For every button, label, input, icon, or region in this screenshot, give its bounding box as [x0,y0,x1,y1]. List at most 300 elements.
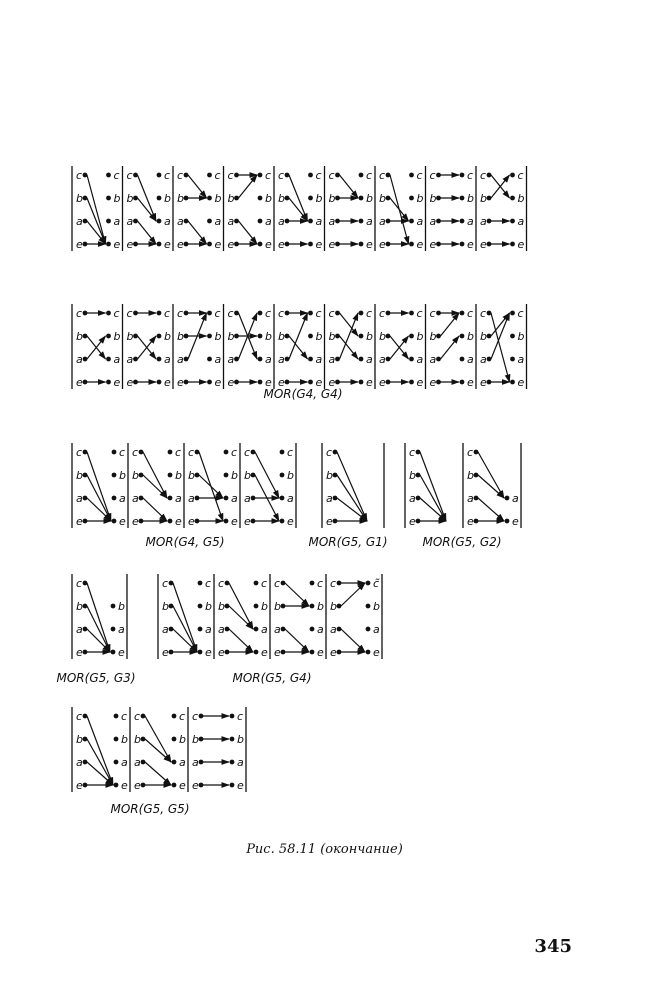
node-dot [409,242,414,247]
node-dot [487,173,492,178]
node-dot [157,311,162,316]
node-dot [207,311,212,316]
node-label: c [188,446,195,459]
morphism-arrow [341,629,365,652]
node-label: e [429,376,437,389]
node-label: a [278,215,285,228]
node-label: b [218,600,225,613]
node-label: e [177,238,184,251]
node-dot [285,242,290,247]
node-label: e [328,238,336,251]
block-label: MOR(G5, G2) [422,535,502,549]
node-label: c [480,169,487,182]
node-dot [416,519,421,524]
node-dot [337,650,342,655]
node-dot [83,473,88,478]
node-dot [416,473,421,478]
node-dot [337,604,342,609]
node-dot [258,173,263,178]
morphism-cell [76,169,121,251]
node-label: e [218,646,225,659]
node-label: e [76,779,83,792]
node-label: c [517,307,524,320]
node-dot [510,380,515,385]
node-label: a [205,623,212,636]
node-label: c̃ [373,577,380,590]
node-dot [258,242,263,247]
node-label: b [162,600,169,613]
node-dot [198,627,203,632]
node-label: c [287,446,294,459]
node-dot [172,783,177,788]
node-dot [333,450,338,455]
morphism-arrow [145,762,171,785]
node-dot [359,196,364,201]
morphism-arrow [337,475,367,521]
node-dot [207,334,212,339]
node-dot [460,173,465,178]
node-dot [133,380,138,385]
node-label: c [113,169,120,182]
node-label: c [274,577,281,590]
node-dot [310,604,315,609]
node-label: e [265,238,272,251]
node-dot [224,496,229,501]
node-label: b [192,733,199,746]
node-label: e [76,238,83,251]
node-dot [416,450,421,455]
node-label: c [132,446,139,459]
node-dot [510,334,515,339]
morphism-arrow [340,336,359,359]
node-label: b [467,330,474,343]
node-dot [436,357,441,362]
node-label: a [379,215,386,228]
node-label: a [237,756,244,769]
node-dot [510,173,515,178]
node-dot [251,450,256,455]
node-label: a [175,492,182,505]
node-dot [199,783,204,788]
node-dot [310,627,315,632]
node-label: a [315,215,323,228]
node-dot [308,219,313,224]
morphism-cell [177,307,222,389]
node-dot [359,334,364,339]
node-dot [83,650,88,655]
diagram-blocks [57,166,527,816]
node-label: e [227,376,235,389]
node-label: a [274,623,281,636]
node-label: a [76,353,83,366]
node-label: a [366,353,373,366]
node-label: a [261,623,268,636]
node-label: a [328,215,336,228]
node-dot [510,219,515,224]
node-dot [487,311,492,316]
node-label: c [126,307,133,320]
morphism-arrow [255,452,279,498]
node-label: c [467,307,474,320]
node-dot [333,473,338,478]
node-label: b [188,469,195,482]
node-dot [487,334,492,339]
morphism-arrow [390,198,409,221]
node-dot [141,783,146,788]
figure-caption: Рис. 58.11 (окончание) [246,842,403,857]
node-label: a [188,492,195,505]
morphism-block [405,443,521,549]
node-dot [436,334,441,339]
node-dot [460,219,465,224]
node-dot [83,450,88,455]
node-label: c [409,446,416,459]
node-label: a [231,492,238,505]
node-label: b [134,733,141,746]
node-label: a [164,353,171,366]
node-dot [308,196,313,201]
node-label: e [244,515,251,528]
node-label: a [214,215,222,228]
node-label: a [134,756,141,769]
node-label: b [113,192,121,205]
node-dot [168,473,173,478]
node-label: b [119,469,126,482]
node-dot [460,196,465,201]
node-dot [366,650,371,655]
node-dot [133,357,138,362]
morphism-arrow [491,313,510,359]
node-label: b [467,192,474,205]
node-label: a [192,756,199,769]
node-label: e [512,515,519,528]
node-dot [195,519,200,524]
node-dot [83,519,88,524]
node-label: b [76,733,83,746]
morphism-cell [127,307,172,389]
node-dot [386,334,391,339]
morphism-cell [228,307,273,389]
node-label: e [261,646,268,659]
node-label: c [227,169,234,182]
node-label: c [429,169,436,182]
node-label: b [177,330,184,343]
node-dot [335,173,340,178]
node-label: b [214,192,222,205]
node-label: e [177,376,184,389]
node-dot [505,519,510,524]
node-label: e [467,515,474,528]
node-label: e [119,515,126,528]
node-dot [114,714,119,719]
node-label: e [134,779,141,792]
node-dot [230,783,235,788]
node-label: c [164,169,171,182]
node-label: a [373,623,380,636]
node-label: b [265,330,272,343]
node-label: c [480,307,487,320]
block-label: MOR(G5, G3) [56,671,136,685]
node-label: c [467,169,474,182]
node-dot [281,650,286,655]
node-dot [487,219,492,224]
node-label: c [328,307,335,320]
morphism-cell [430,169,475,251]
node-dot [285,334,290,339]
node-label: c [317,577,324,590]
node-dot [112,519,117,524]
node-dot [157,242,162,247]
node-label: b [164,192,171,205]
node-label: e [214,238,222,251]
node-label: c [416,169,423,182]
node-label: c [218,577,225,590]
morphism-cell [379,307,424,389]
node-label: e [113,376,121,389]
node-dot [111,604,116,609]
node-label: e [278,376,285,389]
node-dot [234,311,239,316]
block-label: MOR(G5, G5) [110,802,190,816]
node-label: e [126,376,134,389]
node-dot [230,714,235,719]
node-label: e [121,779,128,792]
node-dot [199,737,204,742]
node-label: e [188,515,195,528]
node-dot [157,219,162,224]
node-label: e [328,376,336,389]
node-label: e [315,238,323,251]
node-label: b [177,192,184,205]
node-label: e [315,376,323,389]
node-dot [133,311,138,316]
morphism-cell [177,169,222,251]
node-dot [409,311,414,316]
node-label: a [326,492,333,505]
node-label: e [76,646,83,659]
node-dot [184,242,189,247]
node-dot [106,311,111,316]
node-dot [207,242,212,247]
block-label: MOR(G4, G5) [145,535,225,549]
node-dot [386,380,391,385]
node-dot [308,357,313,362]
node-dot [254,604,259,609]
node-dot [308,380,313,385]
node-dot [487,380,492,385]
node-dot [157,196,162,201]
node-dot [172,737,177,742]
node-dot [168,496,173,501]
node-label: c [119,446,126,459]
node-dot [83,173,88,178]
block-label: MOR(G5, G4) [232,671,312,685]
node-dot [280,519,285,524]
morphism-arrow [478,498,504,521]
node-dot [207,196,212,201]
node-label: b [261,600,268,613]
node-dot [111,650,116,655]
morphism-cell [132,446,182,528]
node-label: c [278,307,285,320]
morphism-cell [480,307,525,389]
node-dot [281,604,286,609]
node-dot [106,196,111,201]
node-dot [386,173,391,178]
node-label: c [121,710,128,723]
node-label: e [366,376,373,389]
node-dot [184,380,189,385]
node-dot [258,334,263,339]
node-label: a [179,756,186,769]
morphism-cell [326,446,367,528]
node-dot [436,173,441,178]
node-label: b [517,330,525,343]
node-dot [386,311,391,316]
node-dot [337,581,342,586]
node-label: a [517,215,525,228]
node-label: a [162,623,169,636]
node-dot [474,519,479,524]
node-dot [335,219,340,224]
morphism-cell [192,710,244,792]
node-label: b [287,469,294,482]
morphism-cell [76,307,121,389]
node-dot [83,196,88,201]
node-dot [83,760,88,765]
node-dot [83,783,88,788]
node-label: e [132,515,139,528]
node-label: a [265,215,272,228]
node-dot [335,357,340,362]
node-label: e [192,779,199,792]
node-label: b [328,330,336,343]
node-dot [436,311,441,316]
node-dot [359,357,364,362]
node-label: e [467,238,474,251]
node-label: c [177,307,184,320]
node-dot [510,196,515,201]
node-label: c [517,169,524,182]
node-dot [234,219,239,224]
node-label: b [76,330,83,343]
node-dot [366,581,371,586]
node-dot [335,242,340,247]
node-dot [460,380,465,385]
node-label: e [517,238,525,251]
node-dot [386,357,391,362]
node-label: e [227,238,235,251]
node-label: b [237,733,244,746]
node-label: a [177,353,184,366]
morphism-cell [278,307,323,389]
morphism-cell [244,446,294,528]
node-label: c [76,577,83,590]
morphism-arrow [87,198,106,244]
morphism-arrow [229,583,253,629]
node-label: b [113,330,121,343]
node-dot [474,496,479,501]
node-dot [169,627,174,632]
node-dot [510,242,515,247]
morphism-cell [278,169,323,251]
node-dot [225,604,230,609]
node-dot [308,334,313,339]
node-dot [112,450,117,455]
node-dot [106,219,111,224]
node-label: c [227,307,234,320]
node-dot [409,357,414,362]
morphism-cell [330,577,380,659]
morphism-arrow [420,452,446,521]
morphism-arrow [420,475,446,521]
node-dot [258,357,263,362]
node-label: b [379,192,386,205]
morphism-arrow [173,606,197,652]
morphism-arrow [143,475,167,498]
node-label: e [126,238,134,251]
node-label: c [379,169,386,182]
node-dot [198,581,203,586]
node-label: a [76,756,83,769]
morphism-cell [134,710,186,792]
node-label: c [328,169,335,182]
node-label: b [227,330,235,343]
node-dot [139,450,144,455]
morphism-arrow [143,498,167,521]
node-dot [251,519,256,524]
morphism-cell [162,577,212,659]
node-dot [106,242,111,247]
node-label: e [113,238,121,251]
node-dot [106,357,111,362]
node-dot [83,219,88,224]
node-dot [199,760,204,765]
node-label: e [330,646,337,659]
node-label: c [265,307,272,320]
node-label: e [118,646,125,659]
node-label: b [326,469,333,482]
node-label: b [467,469,474,482]
node-label: c [429,307,436,320]
morphism-arrow [289,198,308,221]
morphism-arrow [145,716,171,762]
node-dot [310,650,315,655]
node-label: b [175,469,182,482]
node-label: e [237,779,244,792]
node-dot [168,519,173,524]
morphism-arrow [341,583,365,606]
node-dot [157,380,162,385]
node-label: a [126,353,134,366]
node-label: c [467,446,474,459]
node-label: e [76,515,83,528]
node-label: b [366,330,373,343]
morphism-cell [76,577,125,659]
node-dot [195,450,200,455]
node-label: b [121,733,128,746]
node-dot [436,196,441,201]
node-label: a [214,353,222,366]
node-label: b [76,192,83,205]
node-label: e [164,238,171,251]
node-label: b [126,192,134,205]
node-label: c [76,446,83,459]
node-label: b [76,600,83,613]
morphism-cell [127,169,172,251]
node-dot [157,334,162,339]
node-label: b [315,330,323,343]
